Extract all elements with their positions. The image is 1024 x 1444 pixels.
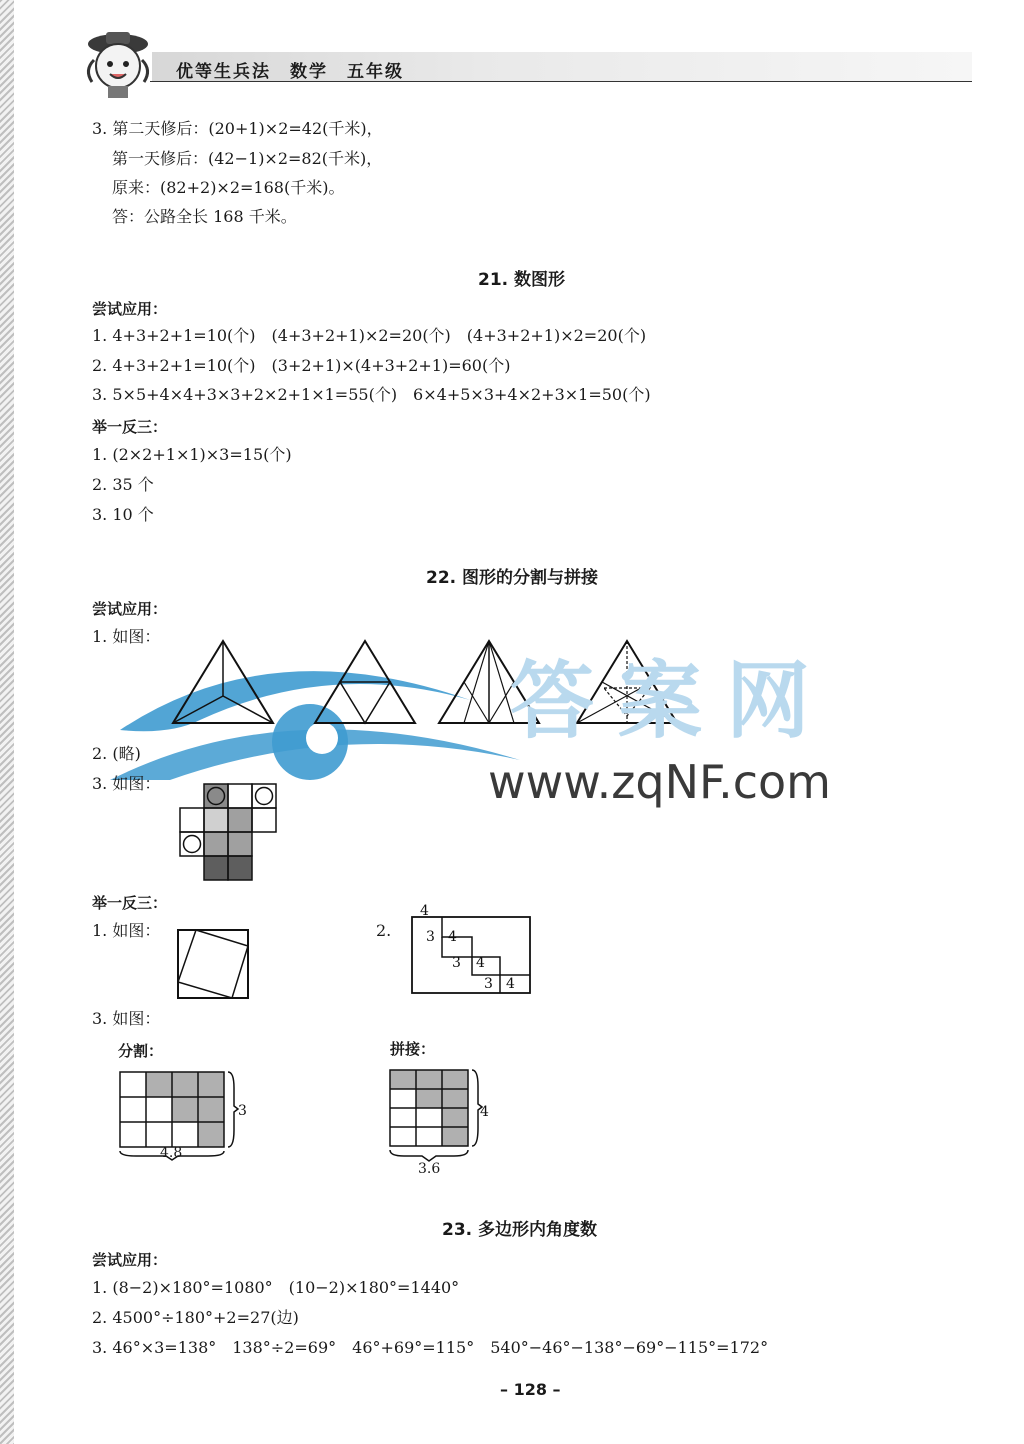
header-title: 优等生兵法 数学 五年级 <box>176 62 404 82</box>
intro-line: 3. 第二天修后：(20+1)×2=42(千米)， <box>92 119 383 138</box>
splice-label: 拼接： <box>390 1040 436 1058</box>
staircase-figure <box>408 903 536 995</box>
answer-line: 3. 如图： <box>92 1009 161 1028</box>
splice-height: 4 <box>480 1104 489 1120</box>
try-label: 尝试应用： <box>92 300 168 318</box>
triangle-figure-2 <box>312 638 418 726</box>
split-grid-figure <box>116 1068 256 1162</box>
stair-number: 4 <box>476 955 485 971</box>
answer-line: 1. 4+3+2+1=10(个) (4+3+2+1)×2=20(个) (4+3+2+1)×2=20(个) <box>92 326 647 345</box>
stair-number: 3 <box>426 929 435 945</box>
watermark-url: www.zqNF.com <box>488 755 831 809</box>
page-number: – 128 – <box>500 1380 561 1399</box>
answer-line: 2. 4+3+2+1=10(个) (3+2+1)×(4+3+2+1)=60(个) <box>92 356 511 375</box>
splice-grid-figure <box>386 1066 496 1166</box>
grid-figure <box>176 782 282 882</box>
stair-number: 4 <box>420 903 429 919</box>
stair-number: 3 <box>484 976 493 992</box>
page-edge <box>0 0 14 1444</box>
intro-line: 原来：(82+2)×2=168(千米)。 <box>112 178 345 197</box>
tilted-square-figure <box>176 928 252 1000</box>
section-title: 23. 多边形内角度数 <box>442 1220 598 1240</box>
answer-line: 1. (8−2)×180°=1080° (10−2)×180°=1440° <box>92 1278 460 1297</box>
answer-line: 2. 35 个 <box>92 475 154 494</box>
stair-number: 4 <box>448 929 457 945</box>
try-label: 尝试应用： <box>92 600 168 618</box>
section-title: 22. 图形的分割与拼接 <box>426 568 599 588</box>
answer-line: 3. 46°×3=138° 138°÷2=69° 46°+69°=115° 540°−46°−138°−69°−115°=172° <box>92 1338 769 1357</box>
stair-number: 3 <box>452 955 461 971</box>
splice-width: 3.6 <box>418 1161 441 1177</box>
stair-number: 4 <box>506 976 515 992</box>
extend-label: 举一反三： <box>92 418 168 436</box>
answer-line: 1. 如图： <box>92 627 161 646</box>
mascot-icon <box>80 30 158 100</box>
section-title: 21. 数图形 <box>478 270 566 290</box>
answer-line: 1. (2×2+1×1)×3=15(个) <box>92 445 292 464</box>
answer-line: 1. 如图： <box>92 921 161 940</box>
split-width: 4.8 <box>160 1145 183 1161</box>
intro-line: 第一天修后：(42−1)×2=82(千米)， <box>112 149 383 168</box>
answer-line: 3. 10 个 <box>92 505 154 524</box>
answer-line: 2. (略) <box>92 744 141 763</box>
answer-line: 3. 5×5+4×4+3×3+2×2+1×1=55(个) 6×4+5×3+4×2+3×1=50(个) <box>92 385 651 404</box>
split-height: 3 <box>238 1103 247 1119</box>
answer-line: 3. 如图： <box>92 774 161 793</box>
triangle-figure-1 <box>170 638 276 726</box>
answer-line: 2. <box>376 921 392 940</box>
try-label: 尝试应用： <box>92 1251 168 1269</box>
intro-line: 答：公路全长 168 千米。 <box>112 207 297 226</box>
watermark-text: 答案网 <box>510 652 835 750</box>
answer-line: 2. 4500°÷180°+2=27(边) <box>92 1308 299 1327</box>
split-label: 分割： <box>118 1042 164 1060</box>
extend-label: 举一反三： <box>92 894 168 912</box>
